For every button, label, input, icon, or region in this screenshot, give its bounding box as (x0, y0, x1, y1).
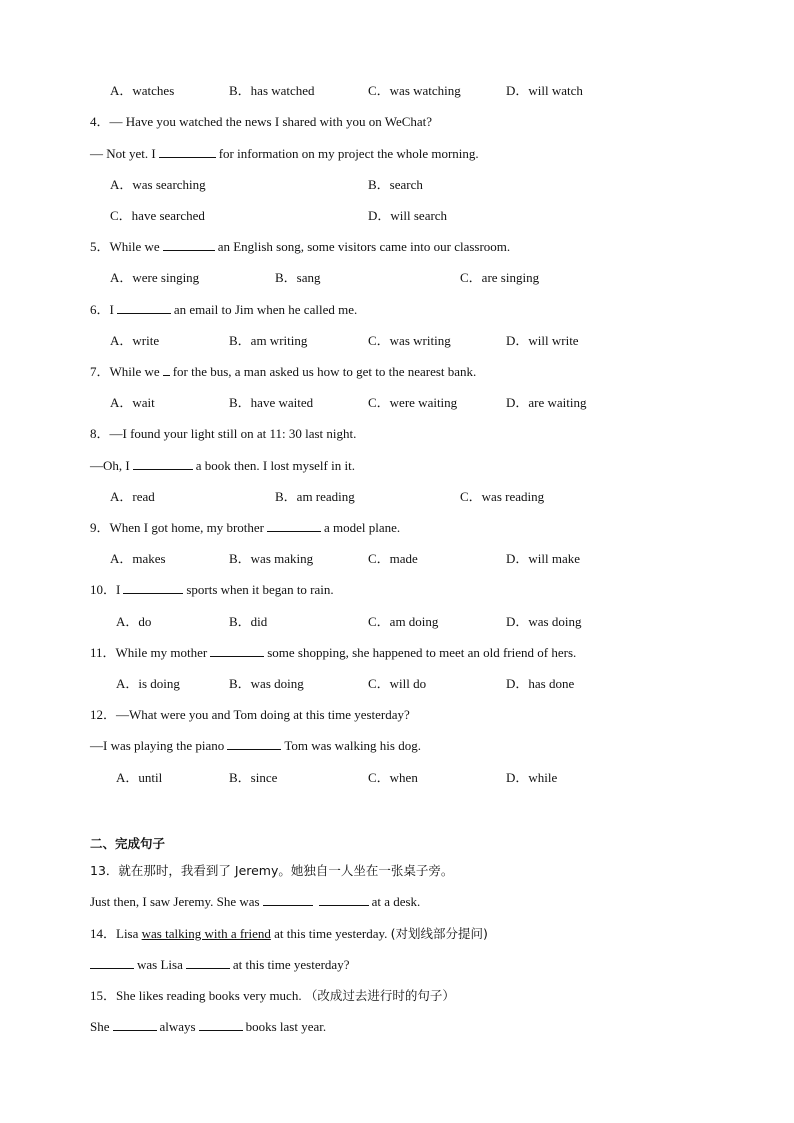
q15-answer-blank-1[interactable] (113, 1019, 157, 1031)
q15-answer-blank-2[interactable] (199, 1019, 243, 1031)
q3-option-d[interactable]: D．will watch (506, 83, 583, 98)
q12-stem: 12．—What were you and Tom doing at this time yesterday? (90, 707, 410, 722)
q12-options (0, 770, 794, 786)
q9-option-b[interactable]: B．was making (229, 551, 314, 566)
q12-line2 (90, 738, 421, 754)
q15-sentence: 15．She likes reading books very much. (90, 988, 302, 1003)
q6-option-a[interactable]: A．write (110, 333, 160, 348)
section-title: 二、完成句子 (90, 836, 166, 851)
q6-options (0, 333, 794, 349)
q11-before: 11．While my mother (90, 645, 208, 660)
q6-stem (90, 302, 357, 318)
q15-answer-line (90, 1019, 326, 1035)
q7-option-a[interactable]: A．wait (110, 395, 155, 410)
q8-option-c[interactable]: C．was reading (460, 489, 545, 504)
q7-stem (90, 364, 476, 380)
q8-options (0, 489, 794, 505)
q14-middle: was Lisa (137, 957, 183, 972)
q14-suffix: at this time yesterday. (274, 926, 388, 941)
q11-stem (90, 645, 576, 661)
q13-before: Just then, I saw Jeremy. She was (90, 894, 260, 909)
q9-before: 9．When I got home, my brother (90, 520, 265, 535)
q5-answer-blank[interactable] (163, 239, 215, 251)
q7-option-d[interactable]: D．are waiting (506, 395, 587, 410)
q5-options (0, 270, 794, 286)
q7-after: for the bus, a man asked us how to get to the nearest bank. (172, 364, 477, 379)
q14-prefix: 14．Lisa (90, 926, 139, 941)
q5-before: 5．While we (90, 239, 160, 254)
q10-option-c[interactable]: C．am doing (368, 614, 439, 629)
q11-option-a[interactable]: A．is doing (116, 676, 180, 691)
q10-options (0, 614, 794, 630)
q14-answer-blank-2[interactable] (186, 957, 230, 969)
q8-line2-after: a book then. I lost myself in it. (195, 458, 355, 473)
q14-answer-blank-1[interactable] (90, 957, 134, 969)
q15-before: She (90, 1019, 110, 1034)
q9-option-c[interactable]: C．made (368, 551, 418, 566)
q14-answer-line (90, 957, 349, 973)
q8-option-a[interactable]: A．read (110, 489, 155, 504)
q12-option-b[interactable]: B．since (229, 770, 278, 785)
q12-option-c[interactable]: C．when (368, 770, 418, 785)
q4-option-b[interactable]: B．search (368, 177, 423, 192)
q14-instruction: (对划线部分提问) (390, 926, 488, 941)
q10-option-d[interactable]: D．was doing (506, 614, 582, 629)
q9-option-a[interactable]: A．makes (110, 551, 166, 566)
q5-option-c[interactable]: C．are singing (460, 270, 540, 285)
q10-after: sports when it began to rain. (186, 582, 334, 597)
q11-options (0, 676, 794, 692)
q6-answer-blank[interactable] (117, 302, 171, 314)
q7-answer-blank[interactable] (163, 364, 170, 376)
q12-line2-after: Tom was walking his dog. (284, 738, 421, 753)
q6-option-c[interactable]: C．was writing (368, 333, 451, 348)
q6-after: an email to Jim when he called me. (173, 302, 358, 317)
q7-before: 7．While we (90, 364, 160, 379)
q6-option-b[interactable]: B．am writing (229, 333, 308, 348)
q15-instruction: （改成过去进行时的句子） (304, 988, 455, 1003)
q3-options (0, 83, 794, 99)
q11-option-c[interactable]: C．will do (368, 676, 427, 691)
q4-line2-after: for information on my project the whole morning. (218, 146, 479, 161)
q7-option-c[interactable]: C．were waiting (368, 395, 458, 410)
q6-before: 6．I (90, 302, 114, 317)
q4-line2-before: — Not yet. I (90, 146, 156, 161)
q5-option-b[interactable]: B．sang (275, 270, 321, 285)
q4-stem: 4．— Have you watched the news I shared with you on WeChat? (90, 114, 433, 129)
q15-stem (90, 988, 455, 1004)
q15-after: books last year. (245, 1019, 327, 1034)
q4-option-c[interactable]: C．have searched (110, 208, 205, 223)
q8-stem: 8．—I found your light still on at 11: 30 last night. (90, 426, 357, 441)
q13-chinese: 13．就在那时，我看到了 Jeremy。她独自一人坐在一张桌子旁。 (90, 863, 454, 878)
q12-line2-before: —I was playing the piano (90, 738, 225, 753)
q9-after: a model plane. (324, 520, 401, 535)
q13-answer-blank-2[interactable] (319, 894, 369, 906)
q5-option-a[interactable]: A．were singing (110, 270, 200, 285)
q15-middle: always (159, 1019, 196, 1034)
q10-option-b[interactable]: B．did (229, 614, 268, 629)
q11-option-d[interactable]: D．has done (506, 676, 575, 691)
q4-options-row1 (0, 177, 794, 193)
q3-option-c[interactable]: C．was watching (368, 83, 461, 98)
q4-option-d[interactable]: D．will search (368, 208, 448, 223)
q11-after: some shopping, she happened to meet an old friend of hers. (267, 645, 577, 660)
q3-option-a[interactable]: A．watches (110, 83, 175, 98)
q11-option-b[interactable]: B．was doing (229, 676, 304, 691)
q4-answer-blank[interactable] (159, 146, 216, 158)
q11-answer-blank[interactable] (210, 645, 264, 657)
q12-option-a[interactable]: A．until (116, 770, 163, 785)
q9-answer-blank[interactable] (267, 520, 321, 532)
q13-english (90, 894, 420, 910)
q14-after: at this time yesterday? (232, 957, 350, 972)
q7-option-b[interactable]: B．have waited (229, 395, 314, 410)
q7-options (0, 395, 794, 411)
q8-line2-before: —Oh, I (90, 458, 130, 473)
q14-underlined-part: was talking with a friend (141, 926, 271, 941)
q8-option-b[interactable]: B．am reading (275, 489, 355, 504)
q13-after: at a desk. (371, 894, 421, 909)
q13-answer-blank-1[interactable] (263, 894, 313, 906)
q4-line2 (90, 146, 479, 162)
q12-answer-blank[interactable] (227, 738, 281, 750)
q10-stem (90, 582, 334, 598)
q4-option-a[interactable]: A．was searching (110, 177, 206, 192)
q12-option-d[interactable]: D．while (506, 770, 558, 785)
q9-stem (90, 520, 400, 536)
q5-stem (90, 239, 510, 255)
q3-option-b[interactable]: B．has watched (229, 83, 315, 98)
q4-options-row2 (0, 208, 794, 224)
q9-option-d[interactable]: D．will make (506, 551, 581, 566)
q5-after: an English song, some visitors came into our classroom. (217, 239, 511, 254)
q10-before: 10．I (90, 582, 121, 597)
q10-answer-blank[interactable] (123, 582, 183, 594)
q6-option-d[interactable]: D．will write (506, 333, 579, 348)
q8-line2 (90, 458, 355, 474)
q9-options (0, 551, 794, 567)
q10-option-a[interactable]: A．do (116, 614, 152, 629)
q8-answer-blank[interactable] (133, 458, 193, 470)
q14-stem (90, 926, 488, 942)
